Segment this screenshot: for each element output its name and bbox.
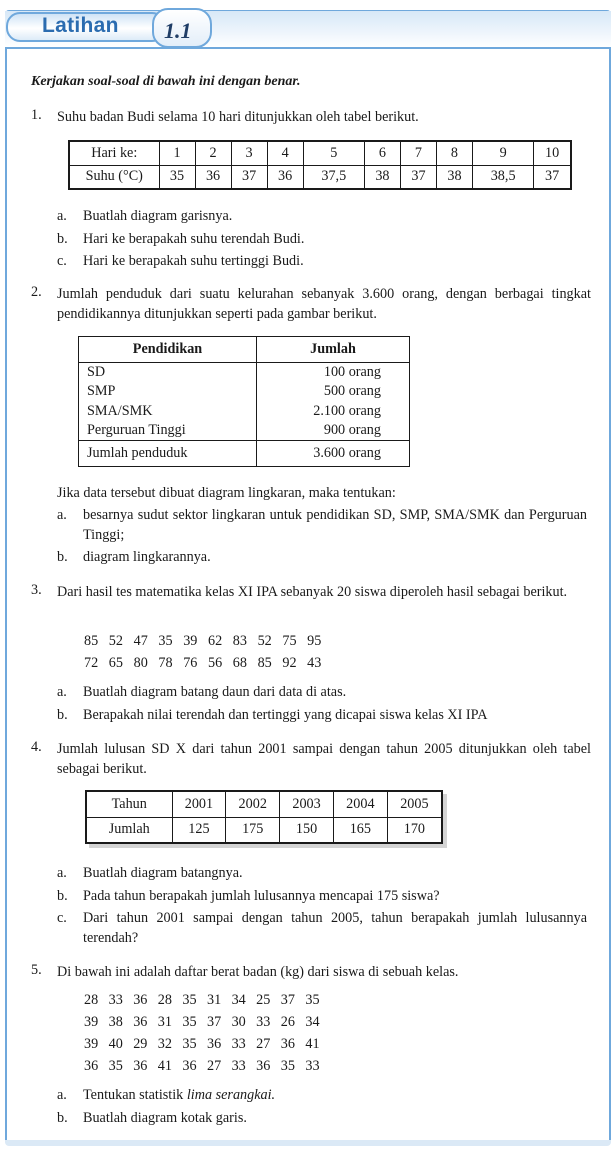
- sub-label: a.: [57, 1087, 67, 1103]
- table-cell: 6: [364, 141, 400, 165]
- table-cell: 35: [159, 165, 195, 189]
- data-value: 39: [84, 1014, 99, 1030]
- data-value: 28: [157, 992, 172, 1008]
- data-value: 33: [305, 1058, 320, 1074]
- weight-row: [84, 1011, 330, 1033]
- table-cell: 2001: [172, 791, 226, 817]
- data-value: 92: [282, 655, 297, 671]
- weight-row: [84, 1033, 330, 1055]
- sub-label: a.: [57, 684, 67, 700]
- table-cell: 8: [436, 141, 472, 165]
- question-number: 5.: [31, 962, 42, 978]
- table-row: [79, 363, 410, 383]
- data-value: 33: [256, 1014, 271, 1030]
- table-cell: 7: [400, 141, 436, 165]
- temperature-table: [68, 140, 572, 190]
- data-value: 27: [206, 1058, 222, 1074]
- data-value: 34: [305, 1014, 320, 1030]
- data-value: 80: [133, 655, 148, 671]
- table-cell: 2002: [226, 791, 280, 817]
- table-cell: 2.100 orang: [257, 402, 410, 422]
- data-value: 52: [108, 633, 123, 649]
- table-cell: 37: [534, 165, 571, 189]
- sub-label: b.: [57, 888, 68, 904]
- data-value: 30: [231, 1014, 246, 1030]
- table-row: [86, 817, 442, 843]
- data-value: 36: [133, 1058, 148, 1074]
- data-value: 39: [84, 1036, 99, 1052]
- table-cell: 100 orang: [257, 363, 410, 383]
- data-value: 41: [305, 1036, 320, 1052]
- frame-bottom-band: [5, 1140, 611, 1146]
- data-value: 35: [158, 633, 173, 649]
- table-row: [86, 791, 442, 817]
- sub-text: Buatlah diagram kotak garis.: [83, 1110, 247, 1126]
- table-row: [79, 382, 410, 402]
- data-value: 85: [257, 655, 272, 671]
- data-value: 36: [256, 1058, 271, 1074]
- question-text: Jumlah penduduk dari suatu kelurahan sebanyak 3.600 orang, dengan berbagai tingkat pendidikannya ditunjukkan seperti pada gambar berikut.: [57, 286, 591, 322]
- data-value: 36: [133, 992, 148, 1008]
- table-header-cell: Tahun: [86, 791, 172, 817]
- sub-text: Buatlah diagram batangnya.: [83, 865, 243, 881]
- table-header-cell: Hari ke:: [69, 141, 159, 165]
- sub-label: b.: [57, 707, 68, 723]
- data-value: 35: [182, 992, 197, 1008]
- table-total-row: [79, 441, 410, 467]
- sub-text: Berapakah nilai terendah dan tertinggi yang dicapai siswa kelas XI IPA: [83, 707, 488, 723]
- table-cell: Perguruan Tinggi: [79, 421, 257, 441]
- data-value: 33: [108, 992, 123, 1008]
- table-cell: 38,5: [472, 165, 533, 189]
- instruction: Kerjakan soal-soal di bawah ini dengan benar.: [31, 74, 301, 89]
- badge-number: 1.1: [164, 18, 192, 43]
- data-value: 40: [108, 1036, 123, 1052]
- data-value: 76: [183, 655, 198, 671]
- data-value: 62: [207, 633, 223, 649]
- table-cell: 36: [267, 165, 303, 189]
- data-value: 68: [232, 655, 247, 671]
- data-value: 43: [307, 655, 322, 671]
- weight-row: [84, 1055, 330, 1077]
- data-value: 41: [157, 1058, 172, 1074]
- sub-text: diagram lingkarannya.: [83, 549, 211, 565]
- table-cell: SMA/SMK: [79, 402, 257, 422]
- weight-row: [84, 989, 330, 1011]
- data-value: 35: [182, 1036, 197, 1052]
- sub-label: b.: [57, 1110, 68, 1126]
- table-cell: 125: [172, 817, 226, 843]
- data-value: 35: [182, 1014, 197, 1030]
- data-value: 25: [256, 992, 271, 1008]
- sub-text: Hari ke berapakah suhu tertinggi Budi.: [83, 253, 304, 269]
- table-cell: 9: [472, 141, 533, 165]
- data-value: 38: [108, 1014, 123, 1030]
- sub-label: a.: [57, 865, 67, 881]
- table-cell: 175: [226, 817, 280, 843]
- question-text: Suhu badan Budi selama 10 hari ditunjukkan oleh tabel berikut.: [57, 109, 419, 125]
- badge-title: Latihan: [42, 14, 119, 37]
- data-value: 35: [280, 1058, 295, 1074]
- data-value: 83: [232, 633, 247, 649]
- sub-text: Buatlah diagram batang daun dari data di atas.: [83, 684, 347, 700]
- question-number: 2.: [31, 284, 42, 300]
- table-cell: 2: [195, 141, 231, 165]
- table-cell: SMP: [79, 382, 257, 402]
- data-value: 78: [158, 655, 173, 671]
- data-value: 37: [280, 992, 295, 1008]
- data-value: 47: [133, 633, 148, 649]
- question-number: 1.: [31, 107, 42, 123]
- data-value: 65: [108, 655, 123, 671]
- table-cell: 2003: [280, 791, 334, 817]
- data-value: 36: [182, 1058, 197, 1074]
- data-value: 35: [305, 992, 320, 1008]
- sub-label: c.: [57, 253, 67, 269]
- data-value: 36: [206, 1036, 222, 1052]
- table-row: [79, 402, 410, 422]
- table-cell: 36: [195, 165, 231, 189]
- question-text: Jumlah lulusan SD X dari tahun 2001 sampai dengan tahun 2005 ditunjukkan oleh tabel sebagai berikut.: [57, 741, 591, 777]
- table-cell: 165: [333, 817, 387, 843]
- table-header-cell: Jumlah: [86, 817, 172, 843]
- table-row: [69, 141, 571, 165]
- graduates-table: [85, 790, 443, 844]
- table-cell: 500 orang: [257, 382, 410, 402]
- table-row: [69, 165, 571, 189]
- data-value: 37: [206, 1014, 222, 1030]
- sub-text: besarnya sudut sektor lingkaran untuk pendidikan SD, SMP, SMA/SMK dan Perguruan Tinggi;: [83, 507, 587, 543]
- sub-label: b.: [57, 549, 68, 565]
- data-value: 32: [157, 1036, 172, 1052]
- question-text: Di bawah ini adalah daftar berat badan (kg) dari siswa di sebuah kelas.: [57, 964, 459, 980]
- table-cell: SD: [79, 363, 257, 383]
- sub-label: c.: [57, 910, 67, 926]
- data-value: 34: [231, 992, 246, 1008]
- sub-text: Pada tahun berapakah jumlah lulusannya mencapai 175 siswa?: [83, 888, 440, 904]
- score-row: [84, 652, 332, 674]
- table-header-cell: Jumlah: [257, 337, 410, 363]
- data-value: 36: [133, 1014, 148, 1030]
- table-cell: 150: [280, 817, 334, 843]
- table-cell: 900 orang: [257, 421, 410, 441]
- data-value: 35: [108, 1058, 123, 1074]
- table-cell: 10: [534, 141, 571, 165]
- table-cell: 37: [400, 165, 436, 189]
- table-header-row: [79, 337, 410, 363]
- table-cell: 170: [387, 817, 442, 843]
- data-value: 28: [84, 992, 99, 1008]
- question-number: 4.: [31, 739, 42, 755]
- data-value: 31: [206, 992, 222, 1008]
- data-value: 39: [183, 633, 198, 649]
- table-cell: 1: [159, 141, 195, 165]
- sub-text-plain: Tentukan statistik: [83, 1087, 187, 1103]
- data-value: 85: [84, 633, 99, 649]
- table-cell: 3: [231, 141, 267, 165]
- data-value: 72: [84, 655, 99, 671]
- exercise-badge: [6, 8, 214, 48]
- table-cell: 38: [436, 165, 472, 189]
- table-row: [79, 421, 410, 441]
- sub-text: [83, 1085, 587, 1105]
- table-cell: 3.600 orang: [257, 441, 410, 467]
- table-cell: 2005: [387, 791, 442, 817]
- score-row: [84, 630, 332, 652]
- table-cell: 5: [303, 141, 364, 165]
- sub-label: a.: [57, 208, 67, 224]
- data-value: 31: [157, 1014, 172, 1030]
- table-cell: 4: [267, 141, 303, 165]
- sub-label: a.: [57, 507, 67, 523]
- table-cell: 2004: [333, 791, 387, 817]
- question-text: Dari hasil tes matematika kelas XI IPA sebanyak 20 siswa diperoleh hasil sebagai berikut.: [57, 584, 568, 600]
- table-cell: 38: [364, 165, 400, 189]
- data-value: 75: [282, 633, 297, 649]
- sub-text: Hari ke berapakah suhu terendah Budi.: [83, 231, 305, 247]
- sub-text: Buatlah diagram garisnya.: [83, 208, 233, 224]
- data-value: 29: [133, 1036, 148, 1052]
- sub-text: Dari tahun 2001 sampai dengan tahun 2005, tahun berapakah jumlah lulusannya terendah?: [83, 910, 587, 946]
- intro-text: Jika data tersebut dibuat diagram lingkaran, maka tentukan:: [57, 485, 396, 501]
- data-value: 36: [84, 1058, 99, 1074]
- table-cell: 37: [231, 165, 267, 189]
- table-header-cell: Suhu (°C): [69, 165, 159, 189]
- data-value: 95: [307, 633, 322, 649]
- sub-label: b.: [57, 231, 68, 247]
- data-value: 33: [231, 1058, 246, 1074]
- data-value: 56: [207, 655, 223, 671]
- data-value: 33: [231, 1036, 246, 1052]
- data-value: 26: [280, 1014, 295, 1030]
- question-number: 3.: [31, 582, 42, 598]
- data-value: 27: [256, 1036, 271, 1052]
- sub-text-emphasis: lima serangkai.: [186, 1087, 276, 1103]
- table-cell: 37,5: [303, 165, 364, 189]
- data-value: 52: [257, 633, 272, 649]
- education-table: [78, 336, 410, 467]
- table-header-cell: Pendidikan: [79, 337, 257, 363]
- data-value: 36: [280, 1036, 295, 1052]
- table-cell: Jumlah penduduk: [79, 441, 257, 467]
